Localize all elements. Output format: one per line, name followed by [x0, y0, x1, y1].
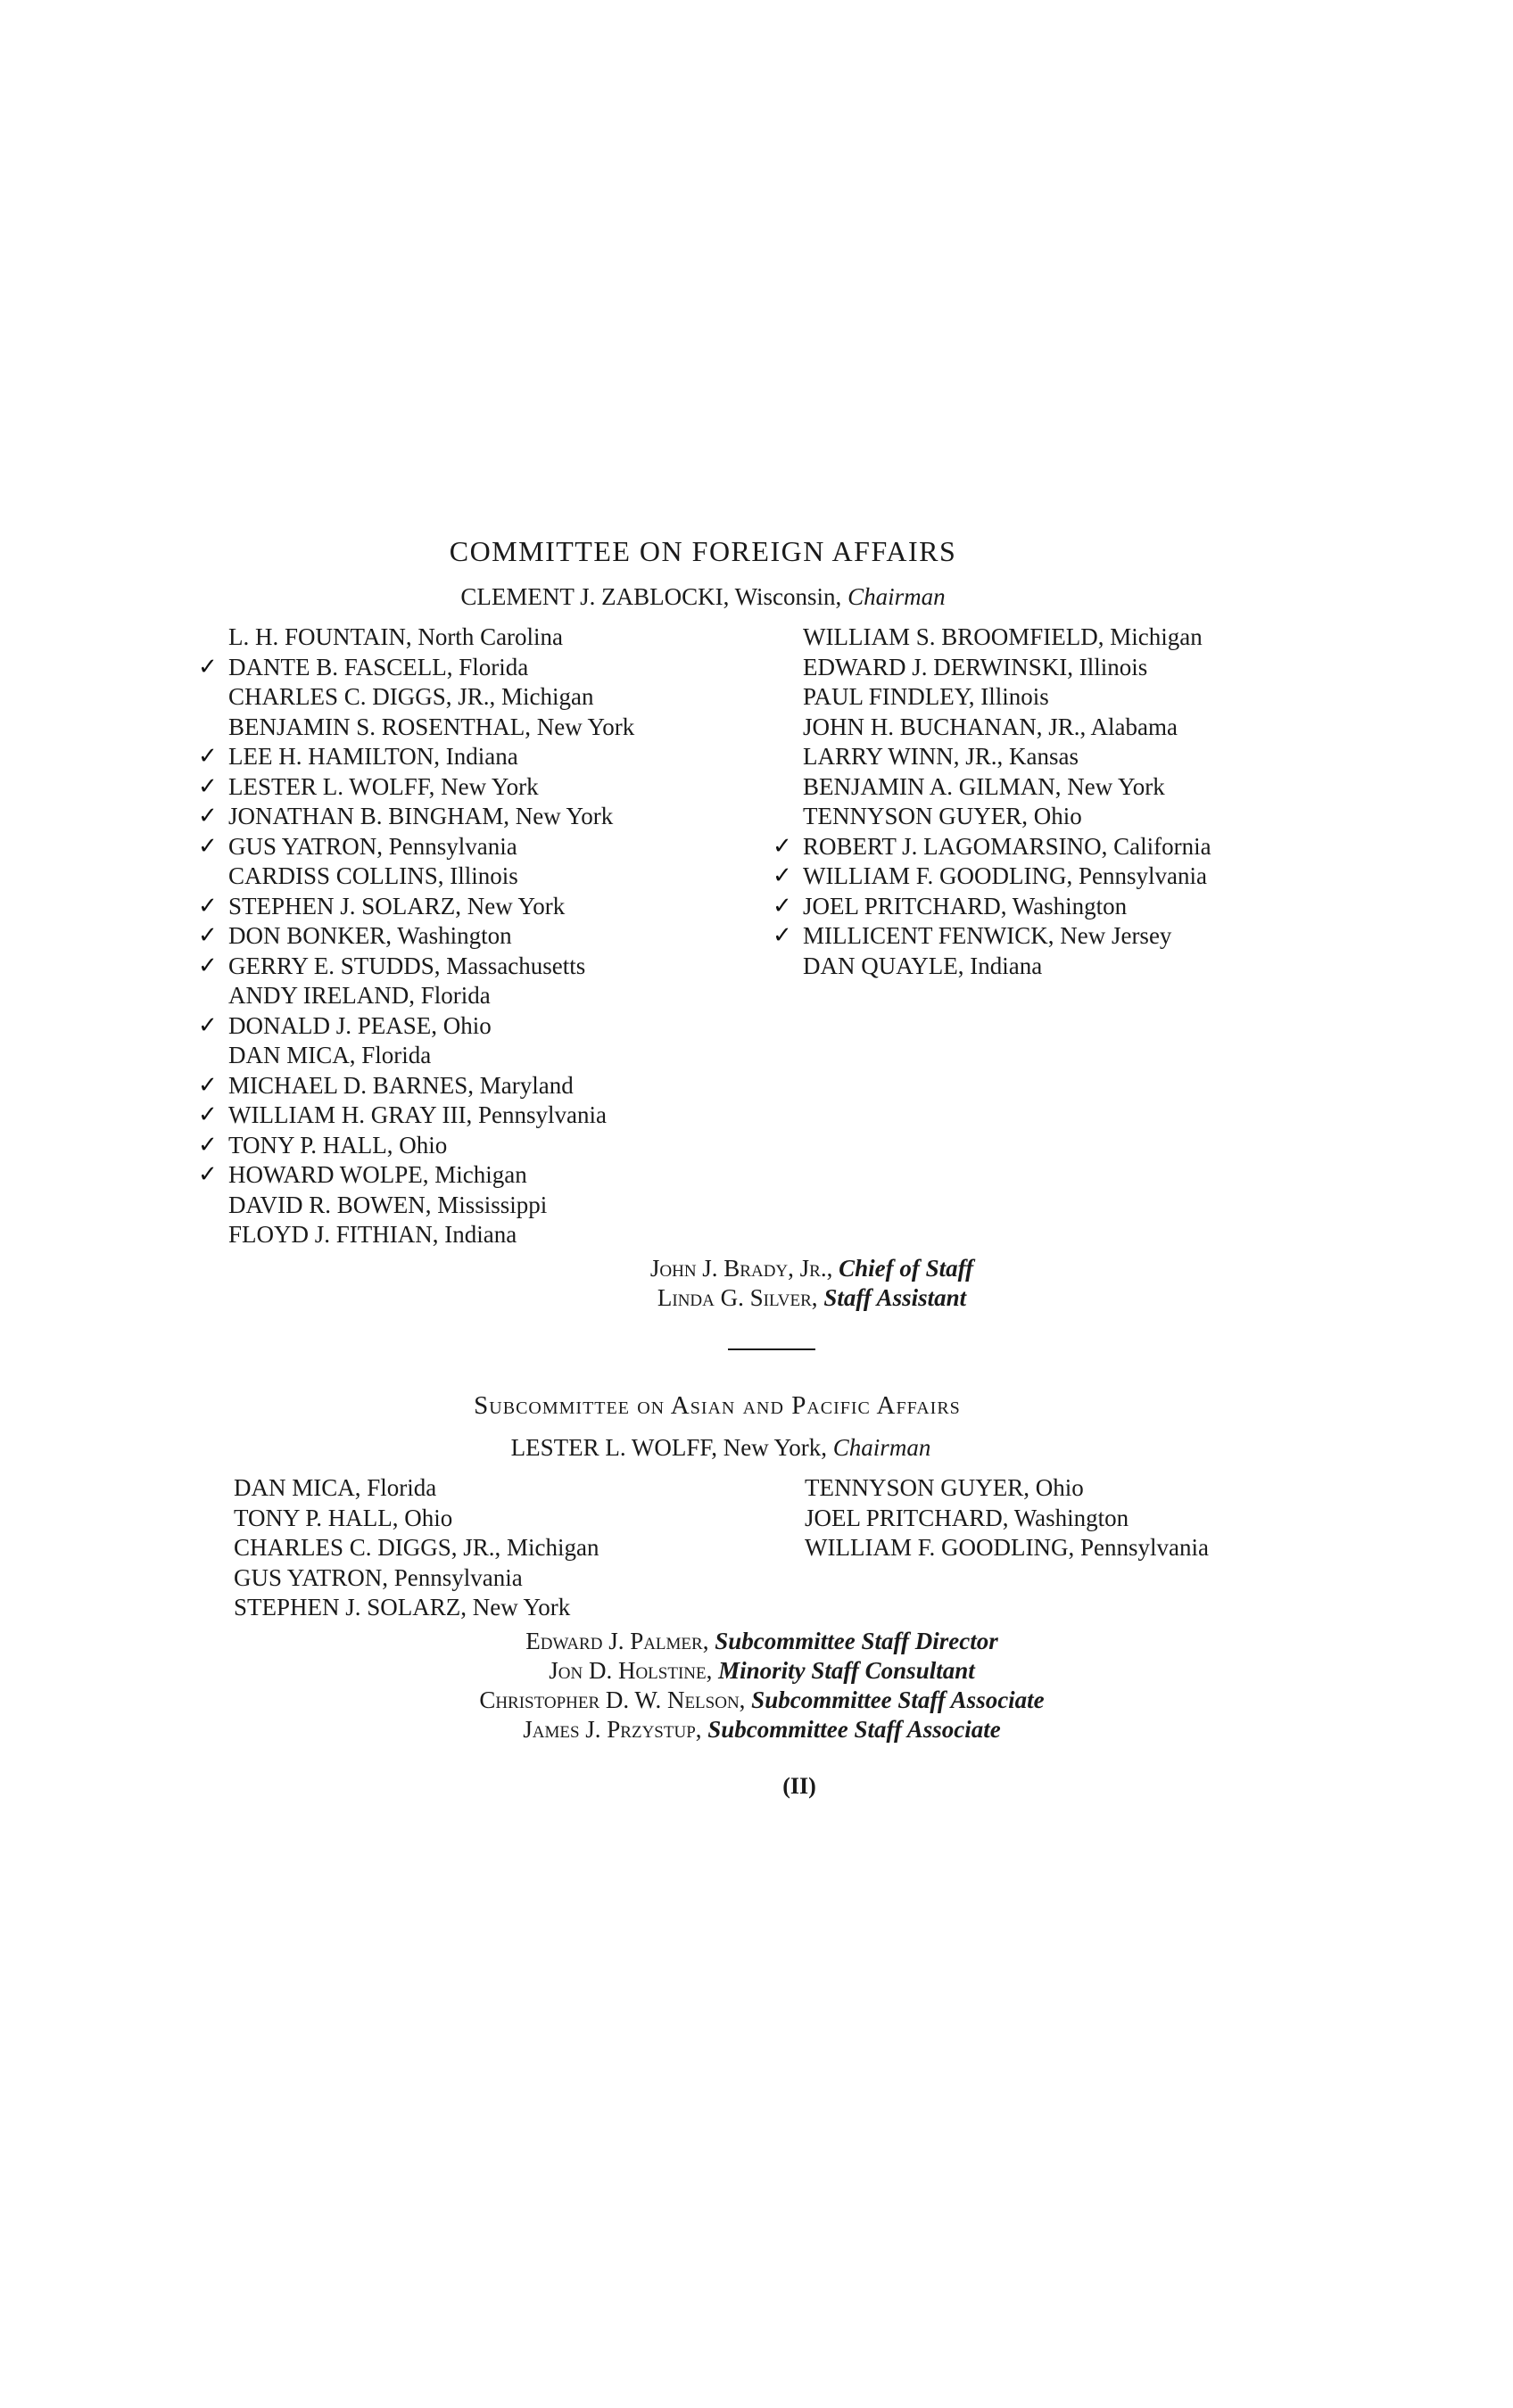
member-row — [228, 862, 634, 892]
subcommittee-majority-members — [234, 1473, 599, 1623]
checkmark-icon: ✓ — [198, 832, 218, 860]
staff-name: James J. Przystup, — [523, 1716, 702, 1743]
member-name: LARRY WINN, JR., Kansas — [803, 743, 1079, 770]
member-name: LESTER L. WOLFF, New York — [228, 772, 539, 800]
staff-line — [5, 1627, 1513, 1656]
staff-role: Subcommittee Staff Director — [715, 1628, 998, 1654]
checkmark-icon: ✓ — [198, 803, 218, 829]
member-row — [803, 623, 1211, 653]
member-row — [198, 772, 634, 803]
checkmark-icon: ✓ — [198, 1071, 218, 1099]
member-name: BENJAMIN A. GILMAN, New York — [803, 772, 1165, 800]
member-name: EDWARD J. DERWINSKI, Illinois — [803, 653, 1148, 680]
staff-name: Jon D. Holstine, — [549, 1657, 713, 1684]
member-name: JOEL PRITCHARD, Washington — [805, 1504, 1129, 1531]
member-name: GERRY E. STUDDS, Massachusetts — [228, 952, 586, 979]
member-row — [198, 921, 634, 952]
member-row — [803, 772, 1211, 803]
member-name: TENNYSON GUYER, Ohio — [803, 803, 1082, 829]
member-row — [803, 952, 1211, 982]
checkmark-icon: ✓ — [198, 1011, 218, 1039]
staff-line — [5, 1686, 1513, 1715]
member-row — [198, 1101, 634, 1131]
staff-role: Subcommittee Staff Associate — [751, 1686, 1045, 1713]
subcommittee-chairman-role: Chairman — [832, 1434, 931, 1461]
committee-chairman — [0, 583, 1459, 611]
subcommittee-chairman — [0, 1434, 1477, 1462]
member-row — [198, 653, 634, 683]
member-name: TENNYSON GUYER, Ohio — [805, 1474, 1084, 1501]
subcommittee-title: Subcommittee on Asian and Pacific Affairs — [474, 1391, 961, 1420]
member-name: HOWARD WOLPE, Michigan — [228, 1161, 527, 1188]
member-name: JONATHAN B. BINGHAM, New York — [228, 803, 614, 829]
member-name: MICHAEL D. BARNES, Maryland — [228, 1071, 574, 1099]
member-row — [803, 682, 1211, 713]
member-row — [198, 742, 634, 772]
checkmark-icon: ✓ — [198, 892, 218, 919]
member-name: PAUL FINDLEY, Illinois — [803, 683, 1049, 710]
checkmark-icon: ✓ — [198, 1101, 218, 1128]
member-row — [198, 1071, 634, 1101]
committee-chairman-name: CLEMENT J. ZABLOCKI, Wisconsin, — [460, 583, 842, 610]
staff-role: Chief of Staff — [839, 1255, 974, 1282]
checkmark-icon: ✓ — [198, 1161, 218, 1188]
staff-role: Subcommittee Staff Associate — [707, 1716, 1001, 1743]
member-row — [228, 1191, 634, 1221]
committee-minority-members — [773, 623, 1211, 981]
member-name: WILLIAM S. BROOMFIELD, Michigan — [803, 623, 1203, 650]
member-name: MILLICENT FENWICK, New Jersey — [803, 922, 1172, 949]
member-row — [773, 862, 1211, 892]
staff-role: Staff Assistant — [823, 1284, 967, 1311]
member-name: LEE H. HAMILTON, Indiana — [228, 743, 518, 770]
checkmark-icon: ✓ — [198, 922, 218, 949]
staff-line — [5, 1715, 1513, 1744]
member-name: WILLIAM F. GOODLING, Pennsylvania — [805, 1534, 1210, 1561]
member-name: L. H. FOUNTAIN, North Carolina — [228, 623, 564, 650]
member-row — [773, 892, 1211, 922]
member-name: WILLIAM H. GRAY III, Pennsylvania — [228, 1101, 607, 1128]
member-row — [803, 653, 1211, 683]
checkmark-icon: ✓ — [773, 922, 792, 949]
checkmark-icon: ✓ — [773, 892, 792, 919]
member-row — [803, 802, 1211, 832]
member-name: ANDY IRELAND, Florida — [228, 982, 491, 1009]
member-name: ROBERT J. LAGOMARSINO, California — [803, 832, 1211, 860]
member-name: DAN MICA, Florida — [228, 1042, 432, 1068]
member-row — [773, 921, 1211, 952]
member-name: STEPHEN J. SOLARZ, New York — [228, 892, 566, 919]
member-name: BENJAMIN S. ROSENTHAL, New York — [228, 713, 635, 740]
subcommittee-minority-members — [805, 1473, 1209, 1563]
staff-line — [5, 1656, 1513, 1686]
member-name: STEPHEN J. SOLARZ, New York — [234, 1594, 571, 1620]
member-row — [803, 713, 1211, 743]
section-divider — [728, 1348, 815, 1350]
member-name: TONY P. HALL, Ohio — [234, 1504, 453, 1531]
member-name: GUS YATRON, Pennsylvania — [228, 832, 517, 860]
committee-title: COMMITTEE ON FOREIGN AFFAIRS — [449, 535, 957, 567]
member-row — [198, 952, 634, 982]
staff-line — [55, 1283, 1513, 1313]
member-row — [228, 713, 634, 743]
member-row — [228, 1220, 634, 1250]
checkmark-icon: ✓ — [198, 743, 218, 770]
member-name: DAVID R. BOWEN, Mississippi — [228, 1191, 548, 1218]
member-name: JOHN H. BUCHANAN, JR., Alabama — [803, 713, 1178, 740]
member-row — [228, 623, 634, 653]
checkmark-icon: ✓ — [198, 952, 218, 979]
committee-staff — [55, 1254, 1513, 1313]
member-name: DON BONKER, Washington — [228, 922, 512, 949]
checkmark-icon: ✓ — [773, 862, 792, 889]
checkmark-icon: ✓ — [198, 772, 218, 800]
member-name: CHARLES C. DIGGS, JR., Michigan — [234, 1534, 599, 1561]
member-row — [198, 1011, 634, 1042]
member-name: FLOYD J. FITHIAN, Indiana — [228, 1221, 517, 1248]
subcommittee-staff — [5, 1627, 1513, 1744]
staff-name: Edward J. Palmer, — [525, 1628, 709, 1654]
member-name: DANTE B. FASCELL, Florida — [228, 653, 529, 680]
checkmark-icon: ✓ — [198, 1131, 218, 1159]
member-row — [773, 832, 1211, 862]
member-row — [228, 682, 634, 713]
member-name: JOEL PRITCHARD, Washington — [803, 892, 1128, 919]
staff-name: Linda G. Silver, — [657, 1284, 818, 1311]
member-name: DAN QUAYLE, Indiana — [803, 952, 1043, 979]
staff-line — [55, 1254, 1513, 1283]
member-row — [803, 742, 1211, 772]
subcommittee-chairman-name: LESTER L. WOLFF, New York, — [510, 1434, 828, 1461]
member-name: CHARLES C. DIGGS, JR., Michigan — [228, 683, 594, 710]
committee-majority-members — [198, 623, 635, 1250]
member-row — [198, 1160, 634, 1191]
member-name: CARDISS COLLINS, Illinois — [228, 862, 518, 889]
checkmark-icon: ✓ — [198, 653, 218, 680]
member-row — [228, 981, 634, 1011]
member-name: DAN MICA, Florida — [234, 1474, 437, 1501]
staff-name: John J. Brady, Jr., — [649, 1255, 833, 1282]
member-row — [228, 1041, 634, 1071]
page-number: (II) — [782, 1773, 816, 1799]
member-name: TONY P. HALL, Ohio — [228, 1131, 448, 1159]
member-row — [198, 1131, 634, 1161]
member-row — [198, 832, 634, 862]
member-row — [198, 802, 634, 832]
member-row — [198, 892, 634, 922]
member-name: GUS YATRON, Pennsylvania — [234, 1563, 523, 1591]
staff-name: Christopher D. W. Nelson, — [479, 1686, 746, 1713]
staff-role: Minority Staff Consultant — [718, 1657, 975, 1684]
committee-chairman-role: Chairman — [847, 583, 946, 610]
checkmark-icon: ✓ — [773, 832, 792, 860]
member-name: DONALD J. PEASE, Ohio — [228, 1011, 492, 1039]
member-name: WILLIAM F. GOODLING, Pennsylvania — [803, 862, 1208, 889]
